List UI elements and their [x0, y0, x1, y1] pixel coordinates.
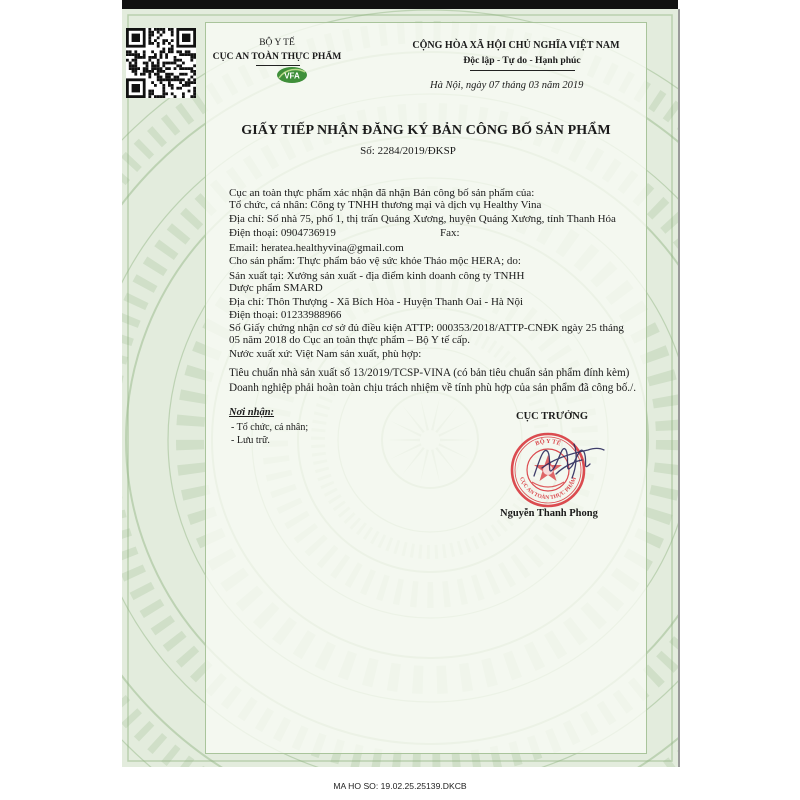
recipient-item: - Lưu trữ.	[231, 435, 270, 446]
origin-line: Nước xuất xứ: Việt Nam sản xuất, phù hợp:	[229, 348, 422, 360]
qr-code-icon	[126, 28, 196, 98]
svg-text:VFA: VFA	[284, 71, 300, 81]
document-title: GIẤY TIẾP NHẬN ĐĂNG KÝ BẢN CÔNG BỐ SẢN PHẨM	[241, 123, 611, 138]
recipients-heading: Nơi nhận:	[229, 407, 275, 418]
manufacturer-line: Sản xuất tại: Xưởng sản xuất - địa điểm kinh doanh công ty TNHH	[229, 270, 525, 282]
address-line: Địa chỉ: Số nhà 75, phố 1, thị trấn Quảng Xương, huyện Quảng Xương, tỉnh Thanh Hóa	[229, 213, 616, 225]
svg-text:BỘ Y TẾ: BỘ Y TẾ	[534, 437, 562, 448]
country-name: CỘNG HÒA XÃ HỘI CHỦ NGHĨA VIỆT NAM	[412, 40, 620, 51]
product-line: Cho sản phẩm: Thực phẩm bảo vệ sức khỏe Thảo mộc HERA; do:	[229, 255, 521, 267]
vfa-logo-icon	[276, 66, 308, 84]
document-number: Số: 2284/2019/ĐKSP	[360, 145, 456, 157]
organization-line: Tổ chức, cá nhân: Công ty TNHH thương mại và dịch vụ Healthy Vina	[229, 199, 542, 211]
factory-phone-line: Điện thoại: 01233988966	[229, 309, 342, 321]
issue-date: Hà Nội, ngày 07 tháng 03 năm 2019	[430, 80, 584, 91]
agency-name: CỤC AN TOÀN THỰC PHẨM	[212, 51, 342, 62]
responsibility-line: Doanh nghiệp phải hoàn toàn chịu trách nhiệm về tính phù hợp của sản phẩm đã công bố./.	[229, 382, 637, 394]
handwritten-signature	[528, 438, 608, 486]
motto-underline	[470, 70, 575, 71]
intro-line: Cục an toàn thực phẩm xác nhận đã nhận Bản công bố sản phẩm của:	[229, 187, 535, 199]
manufacturer-line-2: Dược phẩm SMARD	[229, 282, 323, 294]
national-motto: Độc lập - Tự do - Hạnh phúc	[463, 55, 581, 66]
ministry-name: BỘ Y TẾ	[259, 38, 295, 48]
svg-text:CỤC AN TOÀN THỰC PHẨM: CỤC AN TOÀN THỰC PHẨM	[518, 476, 578, 502]
email-line: Email: heratea.healthyvina@gmail.com	[229, 242, 404, 254]
certificate-line-2: 05 năm 2018 do Cục an toàn thực phẩm – Bộ Y tế cấp.	[229, 334, 470, 346]
factory-address-line: Địa chỉ: Thôn Thượng - Xã Bích Hòa - Huyện Thanh Oai - Hà Nội	[229, 296, 524, 308]
recipient-item: - Tổ chức, cá nhân;	[231, 422, 309, 433]
certificate-line: Số Giấy chứng nhận cơ sở đủ điều kiện ATTP: 000353/2018/ATTP-CNĐK ngày 25 tháng	[229, 322, 624, 334]
signer-position: CỤC TRƯỞNG	[516, 411, 589, 422]
standard-line: Tiêu chuẩn nhà sản xuất số 13/2019/TCSP-VINA (có bản tiêu chuẩn sản phẩm đính kèm)	[229, 367, 630, 379]
fax-line: Fax:	[440, 227, 460, 239]
file-code: MA HO SO: 19.02.25.25139.DKCB	[333, 781, 467, 791]
phone-line: Điện thoại: 0904736919	[229, 227, 336, 239]
top-border-bar	[122, 0, 678, 9]
signer-name: Nguyễn Thanh Phong	[500, 508, 598, 519]
